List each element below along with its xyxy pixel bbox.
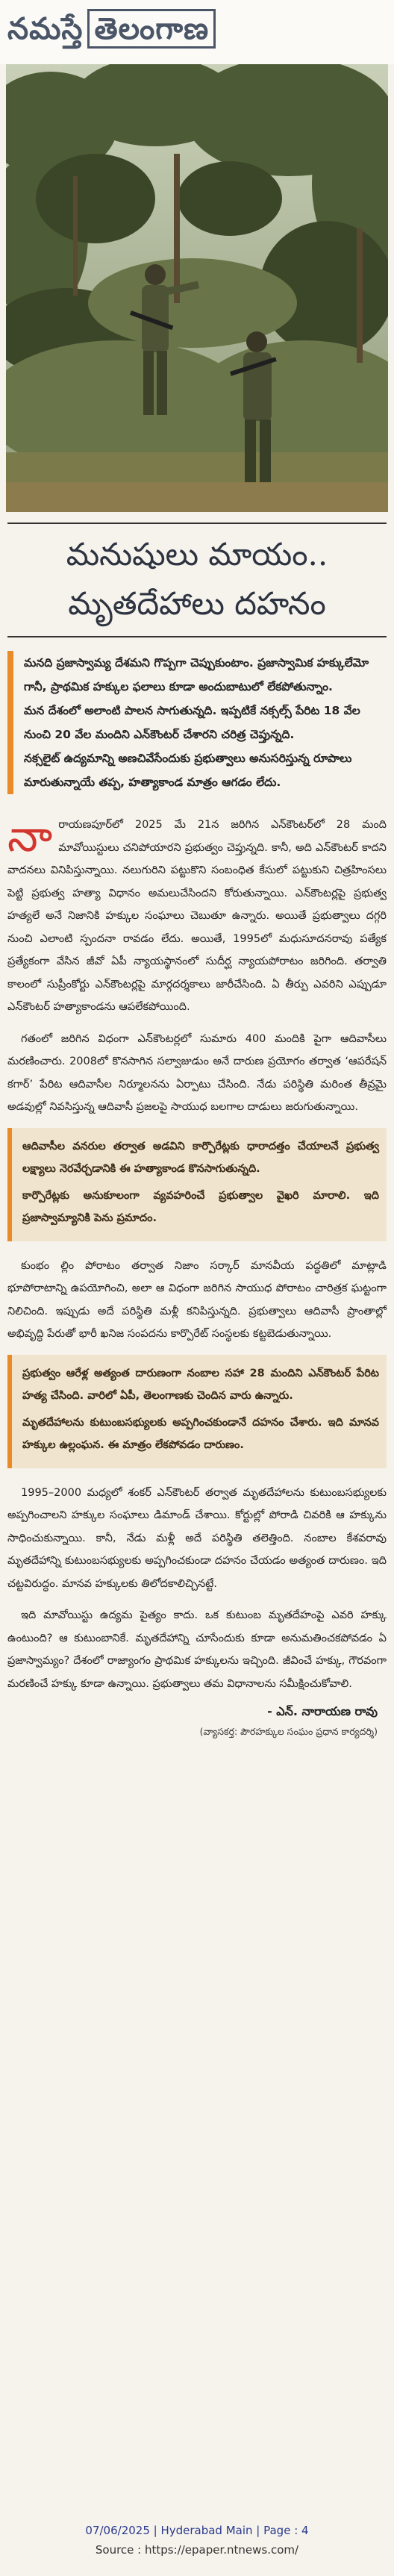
body-paragraph: కుంభం ల్లిం పోరాటం తర్వాత నిజాం సర్కార్ మానవీయ పద్ధతిలో మాట్లాడి భూపోరాటాన్ని ఉపయోగించి, అలా ఆ విధంగా జరిగిన సాయుధ పోరాటం చారిత్రక ఘట్టంగా నిలిచింది. ఇప్పుడు అదే పరిస్థితి మళ్లీ కనిపిస్తున్నది. ప్రభుత్వాలు ఆదివాసీ ప్రాంతాల్లో అభివృద్ధి పేరుతో భారీ ఖనిజ సంపదను కార్పొరేట్ సంస్థలకు కట్టబెడుతున్నాయి. <box>7 1259 387 1340</box>
logo-word-namaste: నమస్తే <box>7 10 84 46</box>
lead-paragraph: నక్సలైట్ ఉద్యమాన్ని అణచివేసేందుకు ప్రభుత్వాలు అనుసరిస్తున్న రూపాలు మారుతున్నాయే తప్ప, హత్యాకాండ మాత్రం ఆగడం లేదు. <box>24 752 352 789</box>
headline-line-1: మనుషులు మాయం.. <box>66 536 328 573</box>
lead-paragraph: మనది ప్రజాస్వామ్య దేశమని గొప్పగా చెప్పుకుంటాం. ప్రజాస్వామిక హక్కులేమో గానీ, ప్రాథమిక హక్కుల ఫలాలు కూడా అందుబాటులో లేకపోతున్నాం. <box>24 656 369 693</box>
pull-quote-text: ప్రభుత్వం ఆరేళ్ల అత్యంత దారుణంగా నంబాల సహా 28 మందిని ఎన్‌కౌంటర్ పేరిట హత్య చేసింది. వారిలో ఏపీ, తెలంగాణకు చెందిన వారు ఉన్నారు. <box>22 1367 379 1402</box>
epaper-footer <box>0 2512 394 2576</box>
lead-paragraph: మన దేశంలో అలాంటి పాలన సాగుతున్నది. ఇప్పటికే నక్సల్స్ పేరిట 18 వేల నుంచి 20 వేల మందిని ఎన్‌కౌంటర్ చేశారని చరిత్ర చెప్తున్నది. <box>24 704 360 741</box>
drop-cap: నా <box>7 811 53 861</box>
headline <box>7 523 387 637</box>
pull-quote-text: మృతదేహాలను కుటుంబసభ్యులకు అప్పగించకుండానే దహనం చేశారు. ఇది మానవ హక్కుల ఉల్లంఘన. ఈ మాత్రం లేకపోవడం దారుణం. <box>22 1416 379 1451</box>
newspaper-logo[interactable] <box>7 11 216 54</box>
author-byline: - ఎన్. నారాయణ రావు <box>267 1704 378 1718</box>
body-paragraph-text: రాయణపూర్‌లో 2025 మే 21న జరిగిన ఎన్‌కౌంటర్‌లో 28 మంది మావోయిస్టులు చనిపోయారని ప్రభుత్వం చెప్తున్నది. కానీ, అది ఎన్‌కౌంటర్ కాదని వాదనలు వినిపిస్తున్నాయి. నలుగురిని పట్టుకొని సంబంధిత కేసులో పట్టుకుని చిత్రహింసలు పెట్టి ప్రభుత్వ హత్యా విధానం అమలుచేసిందని కోరుతున్నాయి. ఎన్‌కౌంటర్లపై ప్రభుత్వ హత్యలే అనే నిజానికి హక్కుల సంఘాలు చెబుతూ ఉన్నారు. అయితే ప్రభుత్వాలు దగ్గరి నుంచి ఎలాంటి స్పందనా రావడం లేదు. అయితే, 1995లో మధుసూదనరావు పత్యేక ప్రత్యేకంగా వేసిన జీవో ఏపీ న్యాయస్థానంలో సుదీర్ఘ న్యాయపోరాటం జరిగింది. తర్వాతి కాలంలో సుప్రీంకోర్టు ఎన్‌కౌంటర్లపై మార్గదర్శకాలు జారీచేసింది. ఏ తీర్పు ఎవరిని ఎప్పుడూ ఎన్‌కౌంటర్ హత్యాకాండను ఆపలేకపోయింది. <box>7 819 387 1013</box>
source-link[interactable]: Source : https://epaper.ntnews.com/ <box>95 2543 299 2557</box>
masthead <box>0 0 394 64</box>
body-paragraph: 1995–2000 మధ్యలో శంకర్ ఎన్‌కౌంటర్ తర్వాత మృతదేహాలను కుటుంబసభ్యులకు అప్పగించాలని హక్కుల సంఘాలు డిమాండ్ చేశాయి. కోర్టుల్లో పోరాడి చివరికి ఆ హక్కును సాధించుకున్నాయి. కానీ, నేడు మళ్లీ అదే పరిస్థితి తలెత్తింది. నంబాల కేశవరావు మృతదేహాన్ని కుటుంబసభ్యులకు అప్పగించకుండా దహనం చేయడం అత్యంత దారుణం. ఇది చట్టవిరుద్ధం. మానవ హక్కులకు తిలోదకాలిచ్చినట్టే. <box>7 1486 387 1590</box>
article-body <box>7 811 387 1740</box>
body-paragraph: గతంలో జరిగిన విధంగా ఎన్‌కౌంటర్లలో సుమారు 400 మందికి పైగా ఆదివాసీలు మరణించారు. 2008లో కొనసాగిన సల్వాజుడుం అనే దారుణ ప్రయోగం తర్వాత ‘ఆపరేషన్ కగార్’ పేరిట ఆదివాసీల నిర్మూలనను ఏర్పాటు చేసింది. నేడు పరిస్థితి మరింత తీవ్రమై అడవుల్లో నివసిస్తున్న ఆదివాసీ ప్రజలపై సాయుధ బలగాల దాడులు జరుగుతున్నాయి. <box>7 1032 387 1113</box>
edition-info: 07/06/2025 | Hyderabad Main | Page : 4 <box>85 2524 309 2537</box>
lead-summary <box>7 651 387 794</box>
pull-quote <box>7 1355 387 1468</box>
photo-soldiers-forest-icon <box>6 64 388 512</box>
logo-word-telangana: తెలంగాణ <box>87 9 216 49</box>
pull-quote <box>7 1128 387 1241</box>
body-paragraph: ఇది మావోయిస్టు ఉద్యమ పైత్యం కాదు. ఒక కుటుంబ మృతదేహంపై ఎవరి హక్కు ఉంటుంది? ఆ కుటుంబానికే. మృతదేహాన్ని చూసేందుకు కూడా అనుమతించకపోవడం ఏ ప్రజాస్వామ్యం? దేశంలో రాజ్యాంగం ప్రాథమిక హక్కులను ఇచ్చింది. జీవించే హక్కు, గౌరవంగా మరణించే హక్కు కూడా ఉన్నాయి. ప్రభుత్వాలు తమ విధానాలను సమీక్షించుకోవాలి. <box>7 1609 387 1690</box>
pull-quote-text: ఆదివాసీల వనరుల తర్వాత అడవిని కార్పొరేట్లకు ధారాదత్తం చేయాలనే ప్రభుత్వ లక్ష్యాలు నెరవేర్చడానికి ఈ హత్యాకాండ కొనసాగుతున్నది. <box>22 1140 379 1175</box>
body-paragraph <box>7 811 387 1019</box>
article-photo[interactable] <box>6 64 388 512</box>
headline-line-2: మృతదేహాలు దహనం <box>68 585 326 622</box>
author-note: (వ్యాసకర్త: పౌరహక్కుల సంఘం ప్రధాన కార్యదర్శి) <box>199 1726 378 1737</box>
pull-quote-text: కార్పొరేట్లకు అనుకూలంగా వ్యవహరించే ప్రభుత్వాల వైఖరి మారాలి. ఇది ప్రజాస్వామ్యానికి పెను ప్రమాదం. <box>22 1189 379 1224</box>
